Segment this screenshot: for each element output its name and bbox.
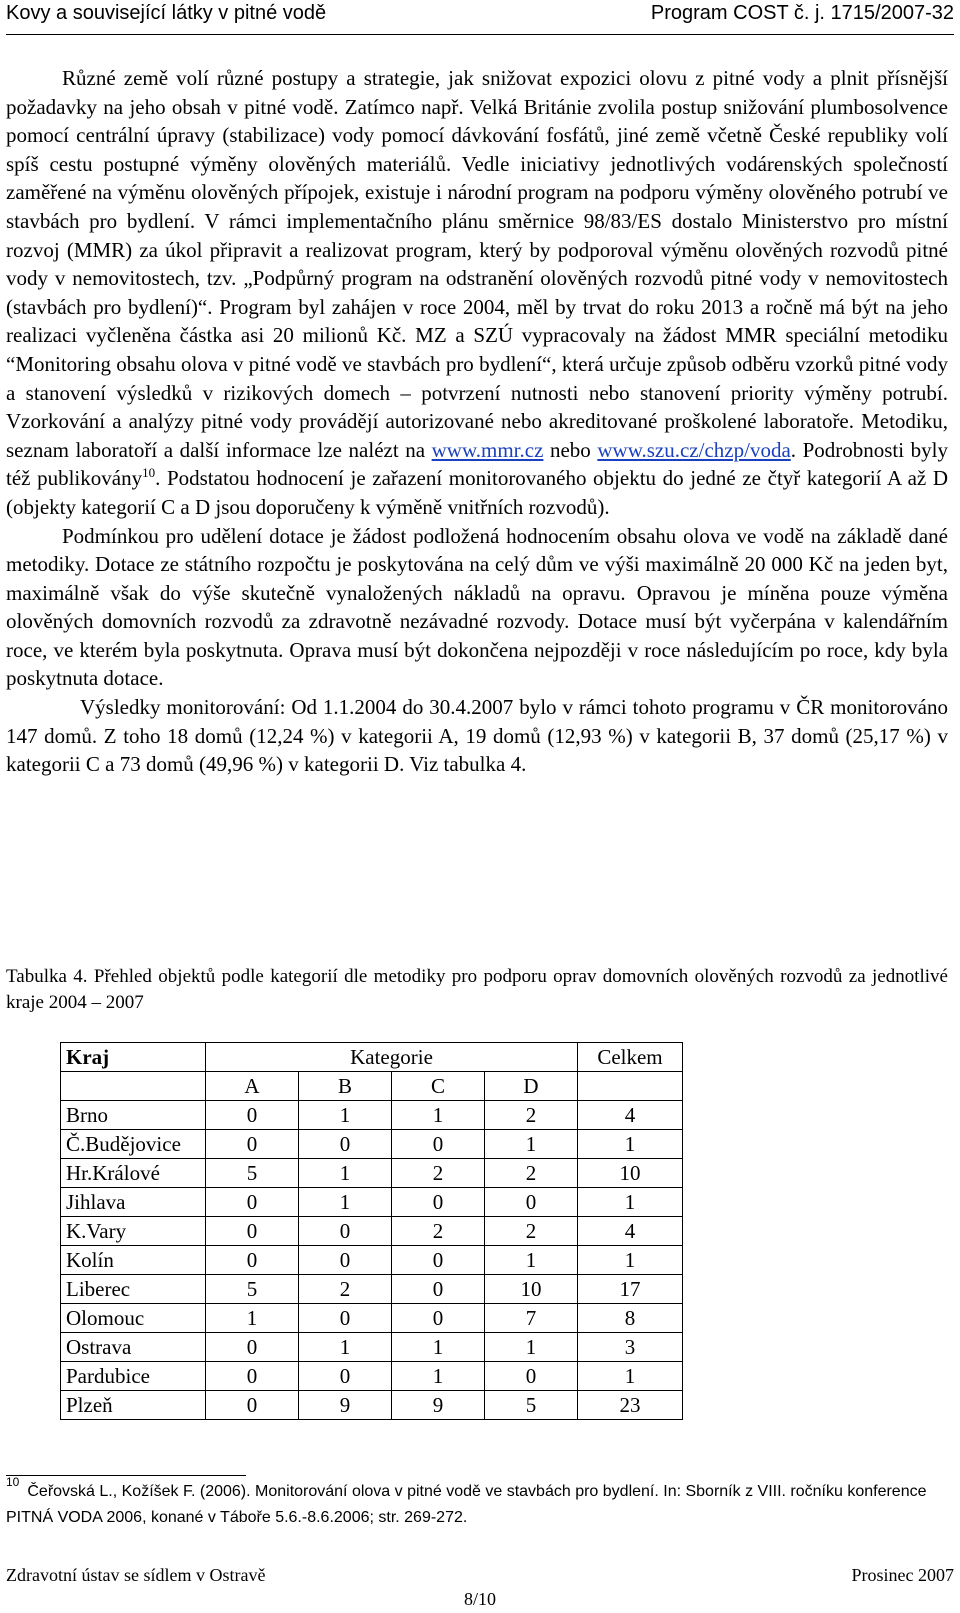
cell-a: 1 [206,1304,299,1333]
cell-b: 0 [299,1362,392,1391]
cell-kraj: Č.Budějovice [61,1130,206,1159]
footer-date: Prosinec 2007 [851,1565,954,1585]
cell-total: 1 [578,1188,683,1217]
cell-c: 1 [392,1101,485,1130]
category-b: B [299,1072,392,1101]
header-title: Kovy a související látky v pitné vodě [6,2,327,24]
cell-b: 1 [299,1159,392,1188]
table-subheader-row [61,1072,683,1101]
cell-total: 1 [578,1246,683,1275]
subheader-empty [61,1072,206,1101]
cell-a: 0 [206,1217,299,1246]
paragraph-1-text-2: nebo [549,437,591,462]
cell-total: 4 [578,1217,683,1246]
cell-b: 2 [299,1275,392,1304]
cell-total: 4 [578,1101,683,1130]
cell-a: 5 [206,1275,299,1304]
cell-kraj: Jihlava [61,1188,206,1217]
header-celkem: Celkem [578,1043,683,1072]
category-d: D [485,1072,578,1101]
cell-c: 1 [392,1362,485,1391]
table-row [61,1101,683,1130]
footnote-text: Čeřovská L., Kožíšek F. (2006). Monitorování olova v pitné vodě ve stavbách pro bydlení. In: Sborník z VIII. ročníku konference PITNÁ VODA 2006, konané v Táboře 5.6.-8.6.2006; str. 269-272. [6,1483,927,1526]
page-header [6,0,954,35]
cell-kraj: K.Vary [61,1217,206,1246]
footnote-ref: 10 [142,465,156,481]
paragraph-3: Výsledky monitorování: Od 1.1.2004 do 30.4.2007 bylo v rámci tohoto programu v ČR monitorováno 147 domů. Z toho 18 domů (12,24 %) v kategorii A, 19 domů (12,93 %) v kategorii B, 37 domů (25,17 %) v kategorii C a 73 domů (49,96 %) v kategorii D. Viz tabulka 4. [6,695,948,777]
header-kategorie: Kategorie [206,1043,578,1072]
cell-total: 17 [578,1275,683,1304]
cell-b: 1 [299,1188,392,1217]
category-a: A [206,1072,299,1101]
cell-total: 1 [578,1130,683,1159]
cell-b: 0 [299,1217,392,1246]
cell-b: 0 [299,1304,392,1333]
cell-d: 0 [485,1188,578,1217]
table-row [61,1130,683,1159]
cell-c: 0 [392,1246,485,1275]
footnote-number: 10 [6,1475,20,1489]
cell-kraj: Kolín [61,1246,206,1275]
table-header-row [61,1043,683,1072]
cell-a: 0 [206,1101,299,1130]
cell-a: 0 [206,1362,299,1391]
cell-c: 0 [392,1275,485,1304]
cell-d: 1 [485,1246,578,1275]
header-kraj: Kraj [61,1043,206,1072]
cell-c: 2 [392,1217,485,1246]
cell-b: 1 [299,1101,392,1130]
cell-total: 10 [578,1159,683,1188]
table-row [61,1159,683,1188]
cell-kraj: Plzeň [61,1391,206,1420]
table-row [61,1188,683,1217]
cell-a: 0 [206,1188,299,1217]
header-program: Program COST č. j. 1715/2007-32 [650,2,954,24]
table-row [61,1362,683,1391]
cell-d: 1 [485,1333,578,1362]
cell-kraj: Liberec [61,1275,206,1304]
paragraph-1-text-3: . Podrobnosti byly též publikovány [6,437,948,491]
subheader-empty-total [578,1072,683,1101]
category-c: C [392,1072,485,1101]
table-row [61,1304,683,1333]
table-row [61,1246,683,1275]
cell-b: 0 [299,1246,392,1275]
cell-c: 0 [392,1188,485,1217]
link-szu[interactable]: www.szu.cz/chzp/voda [597,437,791,462]
cell-kraj: Olomouc [61,1304,206,1333]
cell-d: 5 [485,1391,578,1420]
cell-d: 2 [485,1217,578,1246]
cell-total: 23 [578,1391,683,1420]
link-mmr[interactable]: www.mmr.cz [431,437,544,462]
cell-d: 2 [485,1159,578,1188]
cell-kraj: Hr.Králové [61,1159,206,1188]
cell-b: 9 [299,1391,392,1420]
cell-a: 5 [206,1159,299,1188]
cell-d: 7 [485,1304,578,1333]
cell-d: 0 [485,1362,578,1391]
table-body [61,1101,683,1420]
cell-total: 8 [578,1304,683,1333]
cell-kraj: Brno [61,1101,206,1130]
cell-c: 2 [392,1159,485,1188]
paragraph-1-text: Různé země volí různé postupy a strategie, jak snižovat expozici olovu z pitné vody a plnit přísnější požadavky na jeho obsah v pitné vodě. Zatímco např. Velká Británie zvolila postup snižování plumbosolvence pomocí centrální úpravy (stabilizace) vody pomocí dávkování fosfátů, jiné země včetně České republiky volí spíš cestu postupné výměny olověných materiálů. Vedle iniciativy jednotlivých vodárenských společností zaměřené na výměnu olověných přípojek, existuje i národní program na podporu výměny olověného potrubí ve stavbách pro bydlení. V rámci implementačního plánu směrnice 98/83/ES dostalo Ministerstvo pro místní rozvoj (MMR) za úkol připravit a realizovat program, který by podporoval výměnu olověných rozvodů pitné vody v nemovitostech, tzv. „Podpůrný program na odstranění olověných rozvodů pitné vody v nemovitostech (stavbách pro bydlení)“. Program byl zahájen v roce 2004, měl by trvat do roku 2013 a ročně má být na jeho realizaci vyčleněna částka asi 20 milionů Kč. MZ a SZÚ vypracovaly na žádost MMR speciální metodiku “Monitoring obsahu olova v pitné vodě ve stavbách pro bydlení“, která určuje způsob odběru vzorků pitné vody a stanovení výsledků v rizikových domech – potvrzení nutnosti nebo stanovení priority výměny potrubí. Vzorkování a analýzy pitné vody provádějí autorizované nebo akreditované proškolené laboratoře. Metodiku, seznam laboratoří a další informace lze nalézt na [6,66,948,462]
cell-c: 9 [392,1391,485,1420]
table-row [61,1391,683,1420]
paragraph-2: Podmínkou pro udělení dotace je žádost podložená hodnocením obsahu olova ve vodě na základě dané metodiky. Dotace ze státního rozpočtu je poskytována na celý dům ve výši maximálně 20 000 Kč na jeden byt, maximálně však do výše skutečně vynaložených nákladů na opravu. Opravou je míněna pouze výměna olověných domovních rozvodů za zdravotně nezávadné rozvody. Dotace musí být vyčerpána v kalendářním roce, ve kterém byla poskytnuta. Oprava musí být dokončena nejpozději v roce následujícím po roce, kdy byla poskytnuta dotace. [6,523,948,691]
paragraph-1-text-4: . Podstatou hodnocení je zařazení monitorovaného objektu do jedné ze čtyř kategorií A až D (objekty kategorií C a D jsou doporučeny k výměně vnitřních rozvodů). [6,466,949,519]
table-row [61,1333,683,1362]
page-number: 8/10 [463,1589,496,1609]
cell-c: 0 [392,1130,485,1159]
cell-a: 0 [206,1333,299,1362]
cell-b: 0 [299,1130,392,1159]
body-text [6,64,948,779]
cell-total: 1 [578,1362,683,1391]
table-row [61,1217,683,1246]
cell-d: 1 [485,1130,578,1159]
cell-total: 3 [578,1333,683,1362]
footnote-divider [6,1475,246,1476]
table-row [61,1275,683,1304]
cell-a: 0 [206,1391,299,1420]
cell-c: 0 [392,1304,485,1333]
cell-d: 10 [485,1275,578,1304]
cell-kraj: Pardubice [61,1362,206,1391]
cell-kraj: Ostrava [61,1333,206,1362]
cell-c: 1 [392,1333,485,1362]
paragraph-1 [6,64,948,522]
cell-a: 0 [206,1246,299,1275]
table-caption: Tabulka 4. Přehled objektů podle kategorií dle metodiky pro podporu oprav domovních olověných rozvodů za jednotlivé kraje 2004 – 2007 [6,966,948,1013]
data-table [60,1042,683,1420]
footnote [6,1475,948,1531]
cell-b: 1 [299,1333,392,1362]
footer-institution: Zdravotní ústav se sídlem v Ostravě [6,1565,266,1585]
cell-a: 0 [206,1130,299,1159]
cell-d: 2 [485,1101,578,1130]
